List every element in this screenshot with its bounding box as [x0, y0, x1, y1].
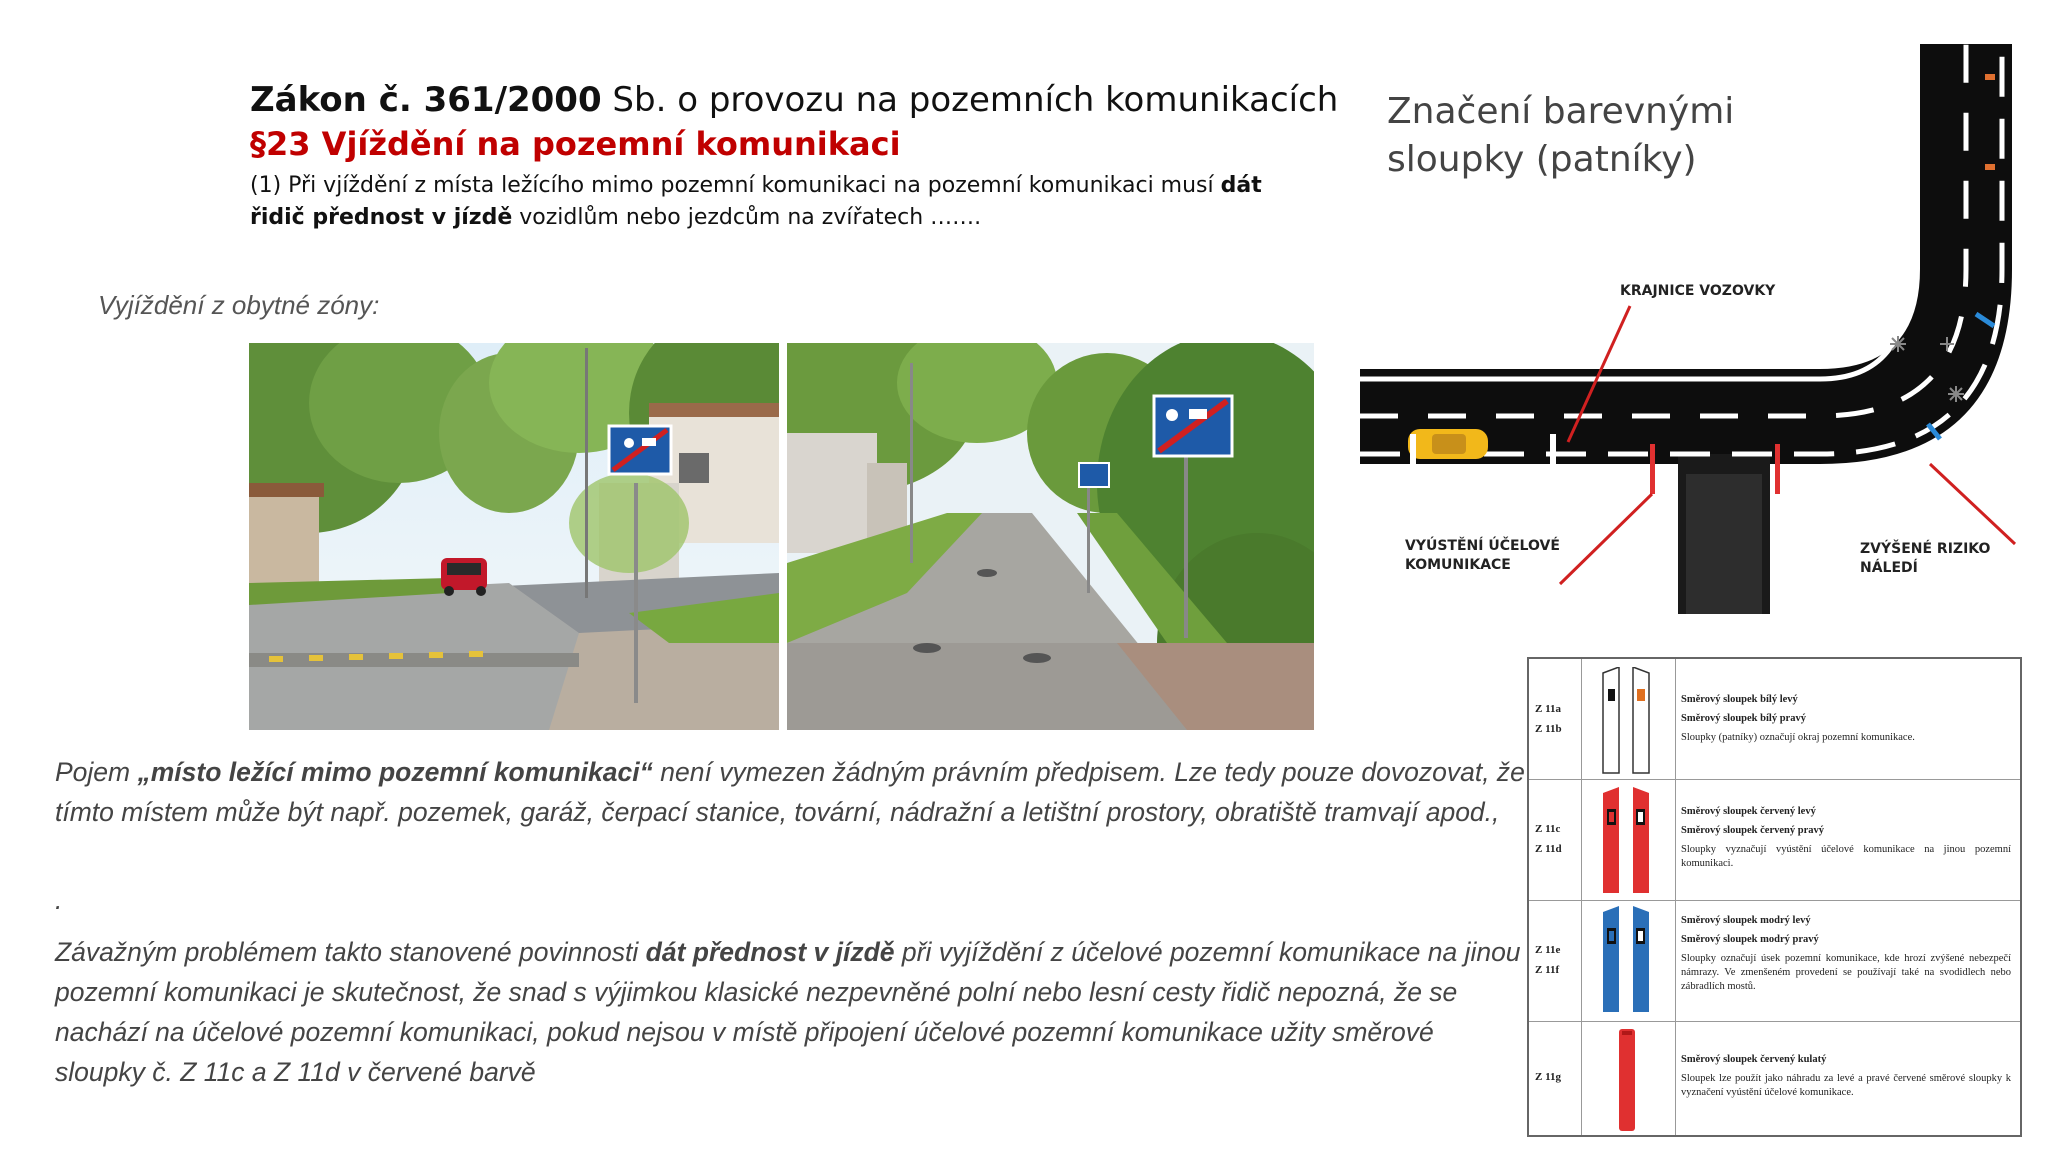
post-codes [1535, 1067, 1579, 1087]
label-vyusteni-line2: KOMUNIKACE [1405, 557, 1511, 573]
post-name: Směrový sloupek modrý levý [1681, 915, 1811, 926]
body-p1-text-end: není vymezen žádným právním předpisem. Lze tedy pouze dovozovat, že tímto místem může být např. pozemek, garáž, čerpací stanice, tovární, nádražní a letištní prostory, obratiště tramvají apod., [55, 757, 1525, 827]
law-paragraph-text-end: vozidlům nebo jezdcům na zvířatech ……. [512, 205, 982, 230]
body-p2-text-end: při vyjíždění z účelové pozemní komunikace na jinou pozemní komunikaci je skutečnost, že snad s výjimkou klasické nezpevněné polní nebo lesní cesty řidič nepozná, že se nachází na účelové pozemní komunikaci, pokud nejsou v místě připojení účelové pozemní komunikace užity směrové sloupky č. Z 11c a Z 11d v červené barvě [55, 937, 1521, 1087]
body-p2-emphasis: dát přednost v jízdě [645, 937, 895, 967]
body-p1-emphasis: „místo ležící mimo pozemní komunikaci“ [137, 757, 653, 787]
post-codes [1535, 940, 1579, 980]
post-codes [1535, 819, 1579, 859]
blue-posts-icon [1599, 906, 1659, 1014]
law-header [250, 78, 1350, 234]
table-row [1529, 659, 2020, 780]
law-number: Zákon č. 361/2000 [250, 80, 602, 120]
label-riziko-line2: NÁLEDÍ [1860, 560, 1918, 576]
post-code: Z 11g [1535, 1071, 1561, 1083]
post-description [1681, 914, 2011, 994]
photo-zone-exit-2 [787, 343, 1314, 730]
table-row [1529, 1021, 2020, 1135]
post-note: Sloupky (patníky) označují okraj pozemní komunikace. [1681, 732, 1915, 743]
table-row [1529, 900, 2020, 1022]
post-code: Z 11e [1535, 944, 1561, 956]
body-paragraph-2 [55, 932, 1525, 1092]
body-p2-text: Závažným problémem takto stanovené povinnosti [55, 937, 646, 967]
post-note: Sloupek lze použít jako náhradu za levé a pravé červené směrové sloupky k vyznačení vyústění účelové komunikace. [1681, 1073, 2011, 1098]
law-paragraph-text: (1) Při vjíždění z místa ležícího mimo pozemní komunikaci na pozemní komunikaci musí [250, 173, 1221, 198]
label-riziko [1860, 540, 1990, 578]
post-codes [1535, 699, 1579, 739]
section-title: §23 Vjíždění na pozemní komunikaci [250, 125, 901, 163]
post-note: Sloupky vyznačují vyústění účelové komunikace na jinou pozemní komunikaci. [1681, 844, 2011, 869]
label-krajnice: KRAJNICE VOZOVKY [1620, 283, 1776, 299]
law-title [250, 78, 1350, 122]
post-code: Z 11c [1535, 823, 1561, 835]
road-diagram-title [1387, 88, 1734, 184]
post-code: Z 11a [1535, 703, 1561, 715]
law-paragraph [250, 170, 1290, 234]
post-name: Směrový sloupek červený levý [1681, 806, 1816, 817]
zone-subtitle: Vyjíždění z obytné zóny: [98, 290, 380, 320]
law-name: Sb. o provozu na pozemních komunikacích [601, 80, 1339, 120]
post-description [1681, 805, 2011, 871]
red-round-post-icon [1599, 1027, 1659, 1135]
body-dot: . [55, 885, 63, 915]
post-description [1681, 1053, 2011, 1100]
road-title-line2: sloupky (patníky) [1387, 139, 1697, 180]
photo-zone-exit-1 [249, 343, 779, 730]
post-code: Z 11b [1535, 723, 1562, 735]
label-vyusteni [1405, 537, 1560, 575]
post-name: Směrový sloupek bílý levý [1681, 694, 1798, 705]
road-title-line1: Značení barevnými [1387, 91, 1735, 132]
post-name: Směrový sloupek modrý pravý [1681, 934, 1819, 945]
post-description [1681, 693, 2011, 745]
post-code: Z 11d [1535, 843, 1562, 855]
post-note: Sloupky označují úsek pozemní komunikace, kde hrozí zvýšené nebezpečí námrazy. Ve zmenšeném provedení se používají také na svodidlech nebo zábradlích mostů. [1681, 953, 2011, 992]
table-row [1529, 779, 2020, 901]
body-p1-text: Pojem [55, 757, 138, 787]
red-posts-icon [1599, 787, 1659, 895]
white-posts-icon [1599, 667, 1659, 775]
label-vyusteni-line1: VYÚSTĚNÍ ÚČELOVÉ [1405, 538, 1560, 554]
post-code: Z 11f [1535, 964, 1560, 976]
label-riziko-line1: ZVÝŠENÉ RIZIKO [1860, 541, 1991, 557]
post-name: Směrový sloupek červený pravý [1681, 825, 1825, 836]
post-name: Směrový sloupek červený kulatý [1681, 1054, 1827, 1065]
post-name: Směrový sloupek bílý pravý [1681, 713, 1806, 724]
law-paragraph-emphasis: dát řidič přednost v jízdě [250, 173, 1262, 230]
posts-table [1527, 657, 2022, 1137]
body-paragraph-1 [55, 752, 1525, 832]
